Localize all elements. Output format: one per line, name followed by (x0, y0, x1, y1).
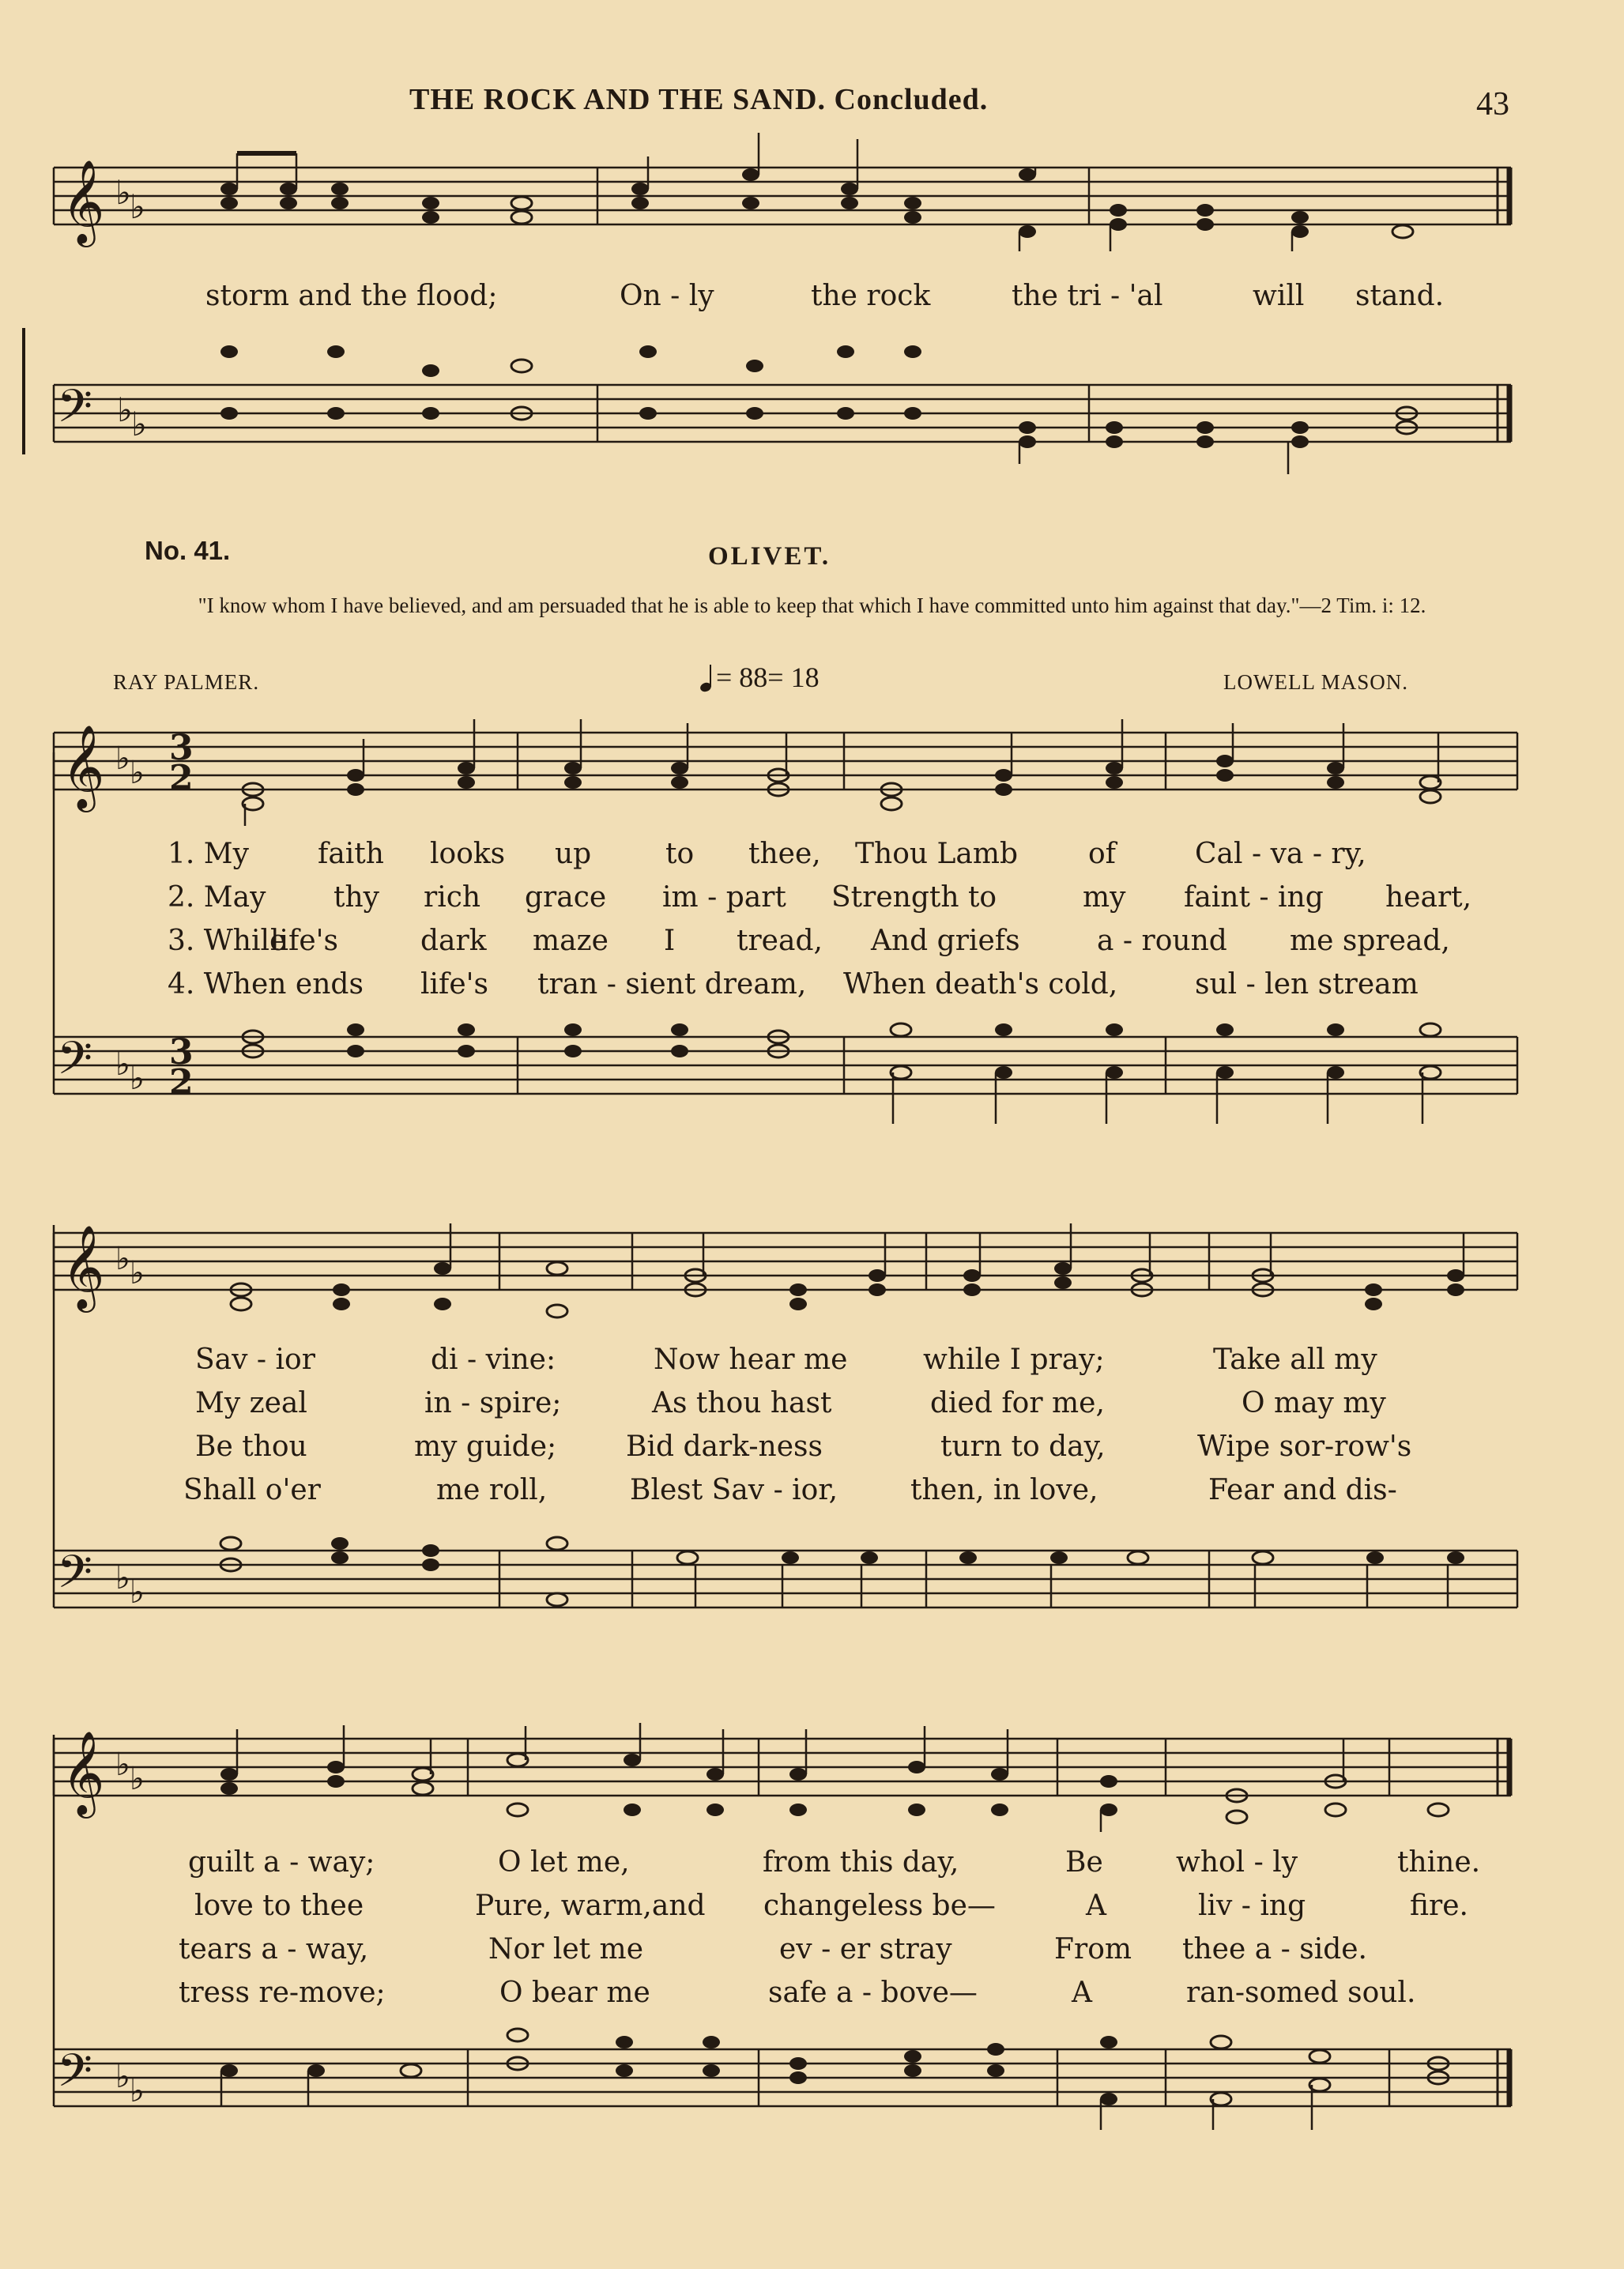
svg-text:♭: ♭ (115, 1241, 130, 1277)
lyric-syllable: me roll, (436, 1474, 548, 1506)
svg-text:♭: ♭ (130, 1761, 145, 1797)
svg-text:𝄢: 𝄢 (57, 379, 93, 444)
lyric-syllable: 2. May (168, 881, 266, 914)
lyric-syllable: liv - ing (1198, 1890, 1306, 1922)
verse-line-2 (195, 1387, 1386, 1419)
lyric-syllable: Blest Sav - ior, (630, 1474, 838, 1506)
scripture-epigraph: "I know whom I have believed, and am persuaded that he is able to keep that which I have committed unto him against that day."—2 Tim. i: 12. (198, 594, 1426, 617)
lyric-syllable: Cal - va - ry, (1195, 838, 1366, 870)
lyric-syllable: Bid dark-ness (626, 1430, 823, 1463)
lyric-syllable: Sav - ior (195, 1344, 315, 1376)
lyric-syllable: safe a - bove— (768, 1977, 978, 2009)
lyric-syllable: From (1054, 1933, 1132, 1966)
lyric-syllable: then, in love, (910, 1474, 1098, 1506)
lyric-syllable: in - spire; (424, 1387, 562, 1419)
lyric-syllable: turn to day, (940, 1430, 1106, 1463)
svg-text:♭: ♭ (130, 1255, 145, 1291)
lyric-syllable: faint - ing (1184, 881, 1324, 914)
svg-text:𝄢: 𝄢 (57, 1031, 93, 1096)
lyric-syllable: thee a - side. (1182, 1933, 1367, 1966)
lyric-syllable: love to thee (194, 1890, 364, 1922)
lyric-syllable: Strength to (831, 881, 997, 914)
svg-text:♭: ♭ (115, 741, 130, 777)
svg-text:♭: ♭ (115, 1046, 130, 1083)
page-header (0, 82, 1624, 122)
lyric-syllable: Thou Lamb (855, 838, 1019, 870)
tempo-marking (700, 661, 820, 694)
lyric-syllable: tress re-move; (179, 1977, 386, 2009)
verse-line-3 (195, 1430, 1412, 1463)
system1-bass-staff (0, 1013, 1549, 1148)
lyric-syllable: guilt a - way; (188, 1846, 375, 1879)
svg-text:𝄞: 𝄞 (62, 1730, 105, 1815)
lyric-syllable: Wipe sor-row's (1197, 1430, 1412, 1463)
lyric-syllable: On - ly (620, 280, 714, 312)
lyric-syllable: ran-somed soul. (1186, 1977, 1416, 2009)
lyric-syllable: tears a - way, (179, 1933, 369, 1966)
lyric-syllable: 4. When ends (168, 968, 364, 1001)
lyric-syllable: 1. My (168, 838, 249, 870)
composer: LOWELL MASON. (1223, 670, 1408, 694)
svg-text:𝄞: 𝄞 (62, 724, 105, 808)
svg-text:𝄞: 𝄞 (62, 159, 105, 243)
verse-line-4 (179, 1977, 1416, 2009)
lyric-syllable: thy (333, 881, 379, 914)
lyric-syllable: My zeal (195, 1387, 307, 1419)
svg-text:𝄢: 𝄢 (57, 2044, 93, 2109)
verse-line-4 (183, 1474, 1397, 1506)
svg-text:♭: ♭ (117, 390, 133, 429)
lyric-syllable: Nor let me (488, 1933, 643, 1966)
lyric-syllable: Fear and dis- (1208, 1474, 1397, 1506)
svg-text:♭: ♭ (130, 1061, 145, 1097)
lyric-syllable: 3. While (168, 925, 287, 957)
lyric-syllable: sul - len stream (1195, 968, 1419, 1001)
lyric-syllable: rich (424, 881, 481, 914)
lyric-syllable: maze (533, 925, 609, 957)
verse-line-4 (168, 968, 1419, 1001)
lyric-syllable: from this day, (763, 1846, 959, 1879)
system3-treble-staff (0, 1729, 1549, 1832)
lyric-syllable: im - part (662, 881, 786, 914)
lyricist: RAY PALMER. (113, 670, 260, 694)
svg-text:2: 2 (169, 1062, 194, 1102)
lyric-syllable: to (665, 838, 695, 870)
lyric-syllable: will (1253, 280, 1305, 312)
lyric-syllable: Now hear me (654, 1344, 848, 1376)
verse-line-1 (168, 838, 1366, 870)
lyric-syllable: O bear me (499, 1977, 650, 2009)
lyric-syllable: dark (420, 925, 487, 957)
lyric-syllable: I (664, 925, 676, 957)
lyric-syllable: the tri - 'al (1012, 280, 1163, 312)
lyric-syllable: life's (270, 925, 339, 957)
lyric-syllable: up (555, 838, 592, 870)
lyric-syllable: my guide; (414, 1430, 557, 1463)
lyric-syllable: ev - er stray (779, 1933, 952, 1966)
svg-text:♭: ♭ (115, 2059, 130, 2095)
lyric-syllable: And griefs (871, 925, 1020, 957)
lyric-syllable: A (1086, 1890, 1106, 1922)
svg-text:𝄞: 𝄞 (62, 1224, 105, 1309)
lyric-syllable: Take all my (1213, 1344, 1377, 1376)
lyric-syllable: changeless be— (763, 1890, 996, 1922)
lyric-syllable: When death's cold, (843, 968, 1118, 1001)
page-number: 43 (1476, 86, 1509, 122)
hymn-title: OLIVET. (708, 542, 831, 571)
svg-text:♭: ♭ (130, 187, 145, 226)
lyric-syllable: a - round (1097, 925, 1227, 957)
verse-line-1 (188, 1846, 1481, 1879)
lyric-syllable: Be thou (195, 1430, 307, 1463)
system1-treble-staff (0, 723, 1549, 818)
lyric-syllable: died for me, (930, 1387, 1105, 1419)
running-title: THE ROCK AND THE SAND. Concluded. (409, 83, 989, 116)
svg-text:3: 3 (169, 728, 194, 768)
svg-text:♭: ♭ (130, 2073, 145, 2109)
svg-text:♭: ♭ (131, 405, 147, 443)
system3-bass-staff (0, 2019, 1549, 2138)
lyric-syllable: of (1088, 838, 1116, 870)
svg-text:3: 3 (169, 1032, 194, 1072)
lyric-syllable: Shall o'er (183, 1474, 321, 1506)
svg-text:♭: ♭ (115, 1747, 130, 1783)
lyric-syllable: tran - sient dream, (537, 968, 807, 1001)
lyric-syllable: O may my (1242, 1387, 1386, 1419)
lyric-syllable: tread, (737, 925, 823, 957)
lyric-syllable: thine. (1397, 1846, 1481, 1879)
lyric-syllable: whol - ly (1176, 1846, 1298, 1879)
lyric-syllable: grace (525, 881, 607, 914)
continuation-bass-staff (0, 328, 1549, 486)
verse-line-1 (195, 1344, 1377, 1376)
verse-line-2 (168, 881, 1472, 914)
lyric-syllable: me spread, (1290, 925, 1450, 957)
verse-line-2 (194, 1890, 1468, 1922)
lyric-syllable: my (1083, 881, 1126, 914)
verse-line-3 (179, 1933, 1367, 1966)
lyric-syllable: Pure, warm,and (475, 1890, 706, 1922)
lyric-syllable: As thou hast (652, 1387, 832, 1419)
lyric-syllable: fire. (1410, 1890, 1468, 1922)
lyric-syllable: O let me, (498, 1846, 630, 1879)
hymn-number: No. 41. (145, 536, 231, 565)
svg-text:2: 2 (169, 758, 194, 798)
lyric-syllable: di - vine: (431, 1344, 556, 1376)
lyric-syllable: looks (430, 838, 506, 870)
lyric-syllable: stand. (1355, 280, 1445, 312)
lyric-syllable: storm and the flood; (205, 280, 498, 312)
lyric-syllable: while I pray; (923, 1344, 1105, 1376)
lyric-syllable: the rock (811, 280, 931, 312)
system2-treble-staff (0, 1223, 1549, 1318)
svg-text:♭: ♭ (115, 173, 131, 212)
lyric-syllable: thee, (748, 838, 821, 870)
tempo-value: = 88= 18 (716, 661, 820, 693)
svg-text:𝄢: 𝄢 (57, 1545, 93, 1610)
lyric-syllable: life's (420, 968, 489, 1001)
svg-text:♭: ♭ (130, 755, 145, 791)
lyric-syllable: Be (1065, 1846, 1103, 1879)
continuation-lyric-line (205, 280, 1445, 312)
verse-line-3 (168, 925, 1450, 957)
system2-bass-staff (0, 1517, 1549, 1628)
lyric-syllable: faith (318, 838, 384, 870)
svg-text:♭: ♭ (130, 1574, 145, 1611)
continuation-treble-staff (0, 158, 1549, 245)
lyric-syllable: heart, (1385, 881, 1472, 914)
svg-text:♭: ♭ (115, 1560, 130, 1596)
lyric-syllable: A (1072, 1977, 1092, 2009)
